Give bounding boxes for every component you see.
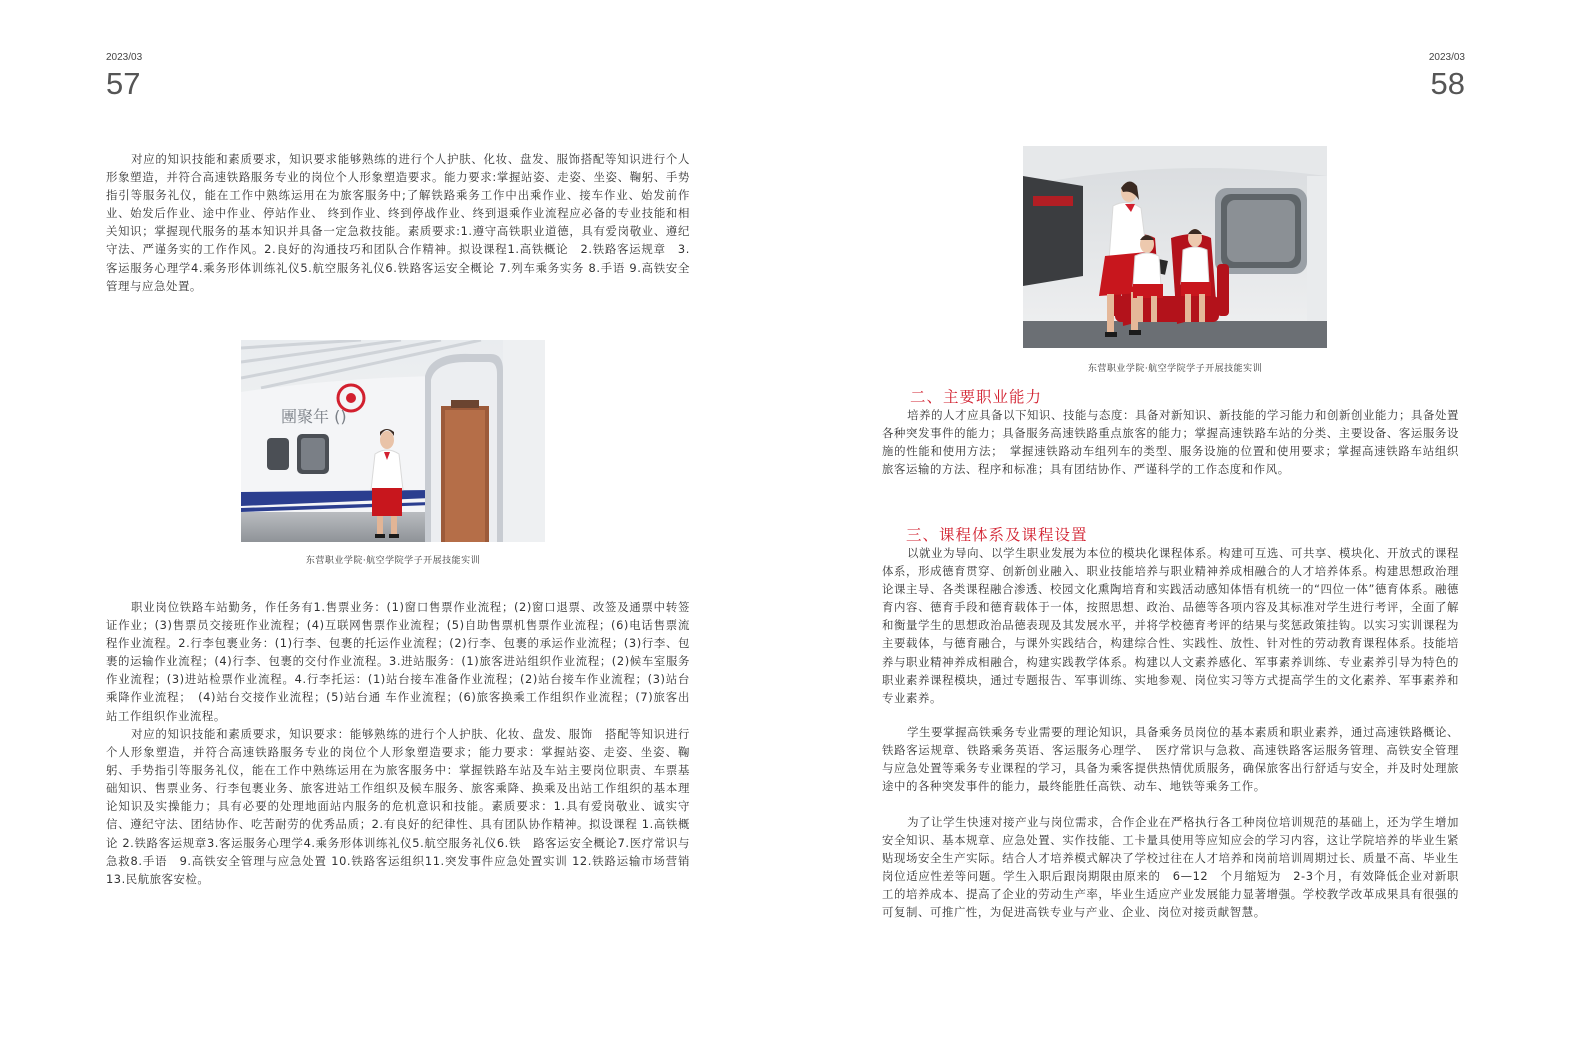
section-heading-curriculum: 三、课程体系及课程设置 bbox=[906, 526, 1088, 544]
body-paragraph-abilities: 培养的人才应具备以下知识、技能与态度：具备对新知识、新技能的学习能力和创新创业能力；具备处置各种突发事件的能力；具备服务高速铁路重点旅客的能力；掌握高速铁路车站的分类、主要设备、客运服务设施的性能和使用方法； 掌握速铁路动车组列车的类型、服务设施的位置和使用要求；掌握高速铁路车站组织旅客运输的方法、程序和标准；具有团结协作、严谨科学的工作态度和作风。 bbox=[882, 408, 1459, 477]
photo-caption: 东营职业学院·航空学院学子开展技能实训 bbox=[305, 556, 481, 566]
body-paragraph-2: 职业岗位铁路车站勤务，作任务有1.售票业务：(1)窗口售票作业流程；(2)窗口退票、改签及通票中转签证作业；(3)售票员交接班作业流程；(4)互联网售票作业流程；(5)自助售票机售票作业流程；(6)电话售票流程作业流程。2.行李包裹业务：(1)行李、包裹的托运作业流程；(2)行李、包裹的承运作业流程；(3)行李、包裹的运输作业流程；(4)行李、包裹的交付作业流程。3.进站服务：(1)旅客进站组织作业流程；(2)候车室服务作业流程；(3)进站检票作业流程。4.行李托运：(1)站台接车准备作业流程；(2)站台接车作业流程；(3)站台乘降作业流程； (4)站台交接作业流程；(5)站台通 车作业流程；(6)旅客换乘工作组织作业流程；(7)旅客出站工作组织作业流程。 bbox=[106, 600, 690, 723]
issue-date: 2023/03 bbox=[106, 52, 143, 63]
train-logo-text: 團聚年 () bbox=[281, 407, 347, 426]
photo-train-attendant bbox=[241, 340, 545, 542]
body-paragraph-1: 对应的知识技能和素质要求，知识要求能够熟练的进行个人护肤、化妆、盘发、服饰搭配等知识进行个人形象塑造，并符合高速铁路服务专业的岗位个人形象塑造要求。能力要求:掌握站姿、走姿、坐姿、鞠躬、手势指引等服务礼仪，能在工作中熟练运用在为旅客服务中;了解铁路乘务工作中出乘作业、接车作业、始发前作业、始发后作业、途中作业、停站作业、 终到作业、终到停战作业、终到退乘作业流程应必备的专业技能和相关知识；掌握现代服务的基本知识并具备一定急救技能。素质要求:1.遵守高铁职业道德，具有爱岗敬业、遵纪守法、严谨务实的工作作风。2.良好的沟通技巧和团队合作精神。拟设课程1.高铁概论 2.铁路客运规章 3.客运服务心理学4.乘务形体训练礼仪5.航空服务礼仪6.铁路客运安全概论 7.列车乘务实务 8.手语 9.高铁安全管理与应急处置。 bbox=[106, 152, 690, 293]
right-page bbox=[786, 0, 1572, 1043]
body-paragraph-curriculum-1: 以就业为导向、以学生职业发展为本位的模块化课程体系。构建可互选、可共享、模块化、开放式的课程体系，形成德育贯穿、创新创业融入、职业技能培养与职业精神养成相融合的人才培养体系。构建思想政治理论课主导、各类课程融合渗透、校园文化熏陶培育和实践活动感知体悟有机统一的“四位一体”德育体系。融德育内容、德育手段和德育载体于一体，按照思想、政治、品德等各项内容及其标准对学生进行考评，全面了解和衡量学生的思想政治品德表现及其发展水平，并将学校德育考评的结果与奖惩政策挂钩。以实习实训课程为主要载体，与德育融合，与课外实践结合，构建综合性、实践性、放性、针对性的劳动教育课程体系。技能培养与职业精神养成相融合，构建实践教学体系。构建以人文素养感化、军事素养训练、专业素养引导为特色的职业素养课程模块，通过专题报告、军事训练、实地参观、岗位实习等方式提高学生的文化素养、军事素养和专业素养。 bbox=[882, 546, 1459, 705]
page-number: 58 bbox=[1430, 66, 1465, 101]
body-paragraph-curriculum-2: 学生要掌握高铁乘务专业需要的理论知识，具备乘务员岗位的基本素质和职业素养，通过高速铁路概论、铁路客运规章、铁路乘务英语、客运服务心理学、 医疗常识与急救、高速铁路客运服务管理、高铁安全管理与应急处置等乘务专业课程的学习，具备为乘客提供热情优质服务，确保旅客出行舒适与安全，并及时处理旅途中的各种突发事件的能力，最终能胜任高铁、动车、地铁等乘务工作。 bbox=[882, 725, 1459, 794]
issue-date: 2023/03 bbox=[1428, 52, 1465, 63]
photo-train-cabin-training bbox=[1023, 146, 1327, 348]
photo-caption: 东营职业学院·航空学院学子开展技能实训 bbox=[1087, 364, 1263, 374]
body-paragraph-curriculum-3: 为了让学生快速对接产业与岗位需求，合作企业在严格执行各工种岗位培训规范的基础上，还为学生增加安全知识、基本规章、应急处置、实作技能、工卡量具使用等应知应会的学习内容，这让学院培养的毕业生紧贴现场安全生产实际。结合人才培养模式解决了学校过往在人才培养和岗前培训周期过长、质量不高、毕业生岗位适应性差等问题。学生入职后跟岗期限由原来的 6—12 个月缩短为 2-3个月，有效降低企业对新职工的培养成本、提高了企业的劳动生产率，毕业生适应产业发展能力显著增强。学校教学改革成果具有很强的可复制、可推广性，为促进高铁专业与产业、企业、岗位对接贡献智慧。 bbox=[882, 815, 1459, 920]
body-paragraph-3: 对应的知识技能和素质要求，知识要求：能够熟练的进行个人护肤、化妆、盘发、服饰 搭配等知识进行个人形象塑造，并符合高速铁路服务专业的岗位个人形象塑造要求；能力要求：掌握站姿、走姿、坐姿、鞠躬、手势指引等服务礼仪，能在工作中熟练运用在为旅客服务中：掌握铁路车站及车站主要岗位职责、车票基础知识、售票业务、行李包裹业务、旅客进站工作组织及候车服务、旅客乘降、换乘及出站工作组织的基本理论知识及实操能力；具有必要的处理地面站内服务的危机意识和技能。素质要求：1.具有爱岗敬业、诚实守信、遵纪守法、团结协作、吃苦耐劳的优秀品质；2.有良好的纪律性、具有团队协作精神。拟设课程 1.高铁概论 2.铁路客运规章3.客运服务心理学4.乘务形体训练礼仪5.航空服务礼仪6.铁 路客运安全概论7.医疗常识与急救8.手语 9.高铁安全管理与应急处置 10.铁路客运组织11.突发事件应急处置实训 12.铁路运输市场营销13.民航旅客安检。 bbox=[106, 727, 690, 886]
page-number: 57 bbox=[106, 66, 141, 101]
section-heading-abilities: 二、主要职业能力 bbox=[910, 388, 1043, 406]
